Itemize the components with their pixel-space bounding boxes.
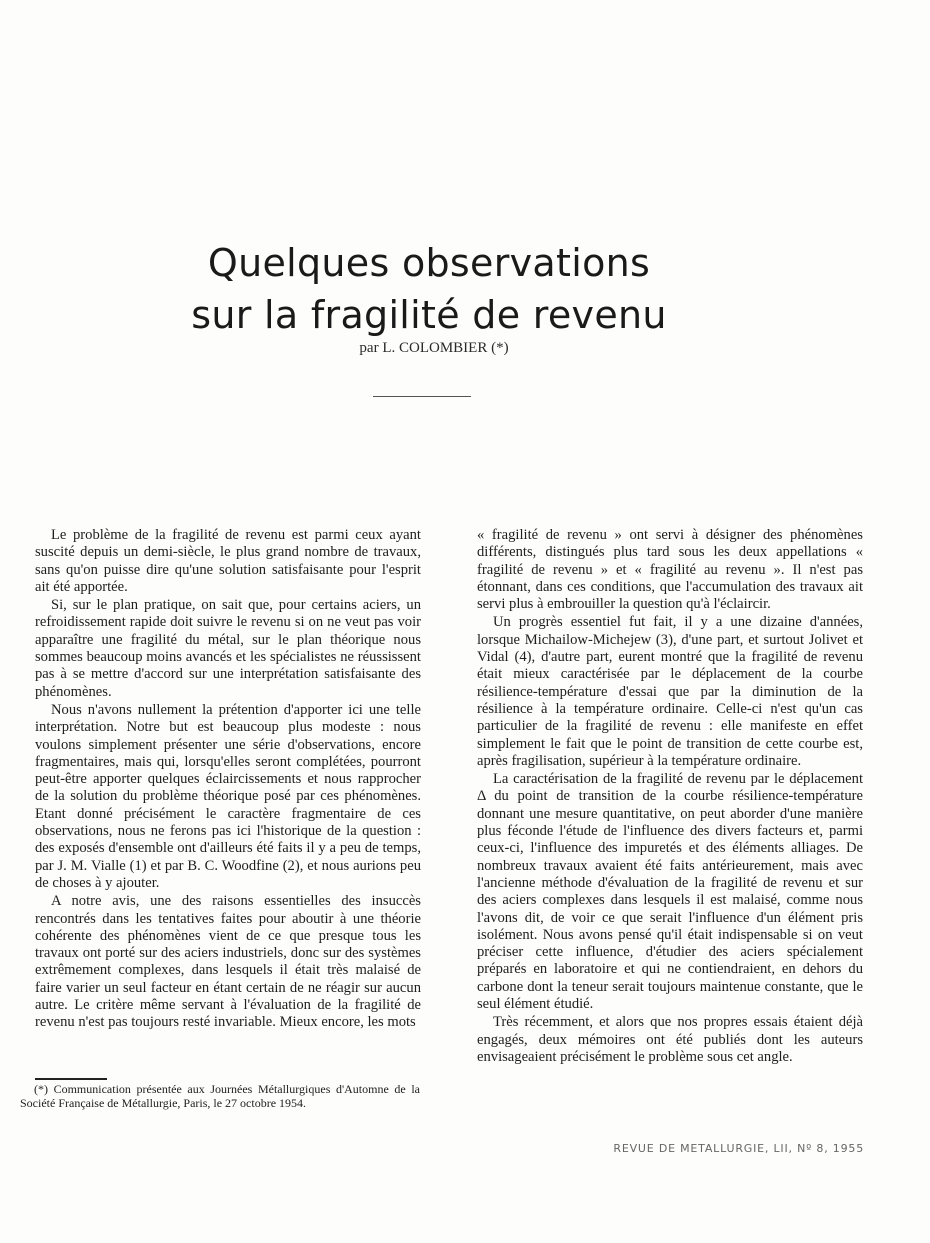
paragraph: « fragilité de revenu » ont servi à désigner des phénomènes différents, distingués plus tard sous les deux appellations « fragilité de revenu » et « fragilité au revenu ». Il n'est pas étonnant, dans ces conditions, que l'accumulation des travaux ait servi plus à embrouiller la question qu'à l'éclaircir.	[477, 527, 863, 613]
article-title	[0, 237, 858, 341]
left-column	[35, 527, 421, 1032]
author-byline: par L. COLOMBIER (*)	[359, 340, 509, 356]
journal-reference: REVUE DE METALLURGIE, LII, Nº 8, 1955	[613, 1142, 864, 1155]
footnote: (*) Communication présentée aux Journées Métallurgiques d'Automne de la Société Française de Métallurgie, Paris, le 27 octobre 1954.	[20, 1082, 420, 1110]
footnote-separator	[35, 1078, 107, 1080]
title-line-1: Quelques observations	[207, 241, 651, 286]
paragraph: Si, sur le plan pratique, on sait que, pour certains aciers, un refroidissement rapide doit suivre le revenu si on ne veut pas voir apparaître une fragilité du métal, sur le plan théorique nous sommes beaucoup moins avancés et les spécialistes ne réussissent pas à se mettre d'accord sur une interprétation satisfaisante des phénomènes.	[35, 597, 421, 700]
paragraph: Nous n'avons nullement la prétention d'apporter ici une telle interprétation. Notre but est beaucoup plus modeste : nous voulons simplement présenter une série d'observations, encore fragmentaires, mais qui, lorsqu'elles seront complétées, pourront peut-être apporter quelques éclaircissements et nous rapprocher de la solution du problème théorique posé par ces phénomènes. Etant donné précisément le caractère fragmentaire de ces observations, nous ne ferons pas ici l'historique de la question : des exposés d'ensemble ont d'ailleurs été faits il y a peu de temps, par J. M. Vialle (1) et par B. C. Woodfine (2), et nous aurions peu de choses à y ajouter.	[35, 701, 421, 891]
title-line-2: sur la fragilité de revenu	[191, 293, 667, 338]
title-separator	[373, 396, 471, 397]
paragraph: La caractérisation de la fragilité de revenu par le déplacement Δ du point de transition de la courbe résilience-température donnant une mesure quantitative, on peut aborder d'une manière plus féconde l'étude de l'influence des divers facteurs et, parmi ceux-ci, l'influence des impuretés et des éléments alliages. De nombreux travaux avaient été faits antérieurement, mais avec l'ancienne méthode d'évaluation de la fragilité de revenu et sur des aciers complexes dans lesquels il est malaisé, comme nous l'avons dit, de voir ce que serait l'influence d'un élément pris isolément. Nous avons pensé qu'il était indispensable si on veut préciser cette influence, d'étudier des aciers spécialement préparés en laboratoire et qui ne contiendraient, en dehors du carbone dont la teneur serait toujours maintenue constante, que le seul élément étudié.	[477, 771, 863, 1013]
paragraph: Très récemment, et alors que nos propres essais étaient déjà engagés, deux mémoires ont été publiés dont les auteurs envisageaient précisément le problème sous cet angle.	[477, 1014, 863, 1065]
paragraph: Un progrès essentiel fut fait, il y a une dizaine d'années, lorsque Michailow-Michejew (3), d'une part, et surtout Jolivet et Vidal (4), d'autre part, eurent montré que la fragilité de revenu était mieux caractérisée par le déplacement de la courbe résilience-température d'essai que par la diminution de la résilience à la température ordinaire. Celle-ci n'est qu'un cas particulier de la fragilité de revenu : elle manifeste en effet simplement le fait que le point de transition de cette courbe est, après fragilisation, supérieur à la température ordinaire.	[477, 614, 863, 769]
paragraph: A notre avis, une des raisons essentielles des insuccès rencontrés dans les tentatives faites pour aboutir à une théorie cohérente des phénomènes vient de ce que presque tous les travaux ont porté sur des aciers industriels, donc sur des systèmes extrêmement complexes, dans lesquels il était très malaisé de faire varier un seul facteur en étant certain de ne réagir sur aucun autre. Le critère même servant à l'évaluation de la fragilité de revenu n'est pas toujours resté invariable. Mieux encore, les mots	[35, 893, 421, 1031]
right-column	[477, 527, 863, 1066]
paragraph: Le problème de la fragilité de revenu est parmi ceux ayant suscité depuis un demi-siècle, le plus grand nombre de travaux, sans qu'on puisse dire qu'une solution satisfaisante pour l'esprit ait été apportée.	[35, 527, 421, 595]
